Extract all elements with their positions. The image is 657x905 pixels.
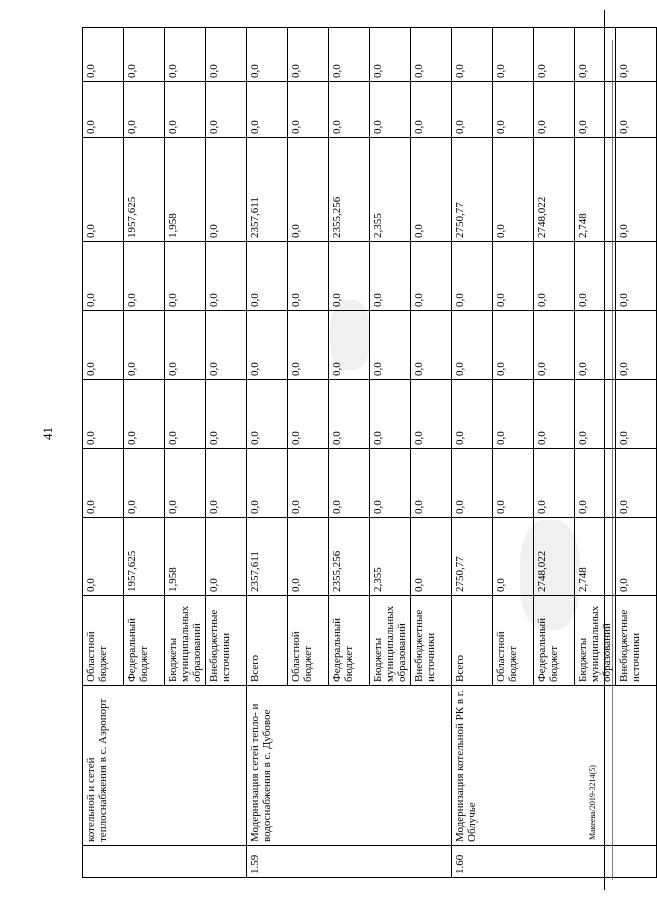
- value-cell: 0,0: [370, 242, 411, 311]
- funding-source: Областной бюджет: [288, 596, 329, 686]
- value-cell: 2,748: [575, 138, 616, 242]
- value-cell: 0,0: [83, 449, 124, 518]
- funding-source: Областной бюджет: [493, 596, 534, 686]
- value-cell: 0,0: [493, 518, 534, 596]
- funding-source: Федеральный бюджет: [534, 596, 575, 686]
- value-cell: 0,0: [616, 380, 657, 449]
- value-cell: 0,0: [83, 380, 124, 449]
- value-cell: 0,0: [534, 449, 575, 518]
- value-cell: 2,748: [575, 518, 616, 596]
- funding-source: Внебюджетные источники: [616, 596, 657, 686]
- value-cell: 0,0: [493, 449, 534, 518]
- value-cell: 0,0: [124, 380, 165, 449]
- value-cell: 0,0: [206, 138, 247, 242]
- value-cell: 0,0: [534, 311, 575, 380]
- value-cell: 2750,77: [452, 138, 493, 242]
- item-number: 1.60: [452, 846, 657, 878]
- value-cell: 0,0: [165, 311, 206, 380]
- value-cell: 0,0: [370, 311, 411, 380]
- value-cell: 0,0: [165, 380, 206, 449]
- value-cell: 2357,611: [247, 518, 288, 596]
- value-cell: 0,0: [616, 28, 657, 82]
- funding-source: Федеральный бюджет: [124, 596, 165, 686]
- value-cell: 2750,77: [452, 518, 493, 596]
- value-cell: 0,0: [493, 242, 534, 311]
- value-cell: 0,0: [452, 242, 493, 311]
- value-cell: 0,0: [411, 380, 452, 449]
- value-cell: 2355,256: [329, 138, 370, 242]
- value-cell: 0,0: [411, 449, 452, 518]
- value-cell: 2748,022: [534, 518, 575, 596]
- value-cell: 0,0: [534, 82, 575, 138]
- value-cell: 0,0: [411, 82, 452, 138]
- value-cell: 0,0: [247, 380, 288, 449]
- value-cell: 0,0: [206, 242, 247, 311]
- value-cell: 0,0: [616, 82, 657, 138]
- table-row: [247, 28, 288, 878]
- value-cell: 0,0: [124, 82, 165, 138]
- value-cell: 0,0: [206, 449, 247, 518]
- value-cell: 0,0: [534, 380, 575, 449]
- value-cell: 1957,625: [124, 518, 165, 596]
- item-name: Модернизация котельной РК в г. Облучье: [452, 686, 657, 846]
- value-cell: 0,0: [370, 82, 411, 138]
- funding-source: Внебюджетные источники: [411, 596, 452, 686]
- value-cell: 0,0: [329, 380, 370, 449]
- value-cell: 0,0: [575, 311, 616, 380]
- value-cell: 0,0: [575, 380, 616, 449]
- value-cell: 0,0: [575, 28, 616, 82]
- value-cell: 0,0: [329, 242, 370, 311]
- value-cell: 0,0: [493, 138, 534, 242]
- funding-source: Всего: [452, 596, 493, 686]
- funding-source: Бюджеты муниципальных образований: [370, 596, 411, 686]
- value-cell: 0,0: [329, 28, 370, 82]
- value-cell: 0,0: [288, 311, 329, 380]
- value-cell: 1957,625: [124, 138, 165, 242]
- value-cell: 0,0: [411, 518, 452, 596]
- document-code: Макеева/2019-3214(5): [588, 765, 597, 840]
- value-cell: 0,0: [288, 518, 329, 596]
- value-cell: 0,0: [616, 242, 657, 311]
- value-cell: 2,355: [370, 138, 411, 242]
- value-cell: 0,0: [124, 311, 165, 380]
- funding-source: Областной бюджет: [83, 596, 124, 686]
- value-cell: 0,0: [83, 242, 124, 311]
- value-cell: 2,355: [370, 518, 411, 596]
- value-cell: 0,0: [452, 449, 493, 518]
- value-cell: 0,0: [370, 28, 411, 82]
- value-cell: 0,0: [575, 82, 616, 138]
- value-cell: 0,0: [616, 449, 657, 518]
- value-cell: 0,0: [247, 311, 288, 380]
- value-cell: 0,0: [452, 82, 493, 138]
- page-number: 41: [40, 427, 55, 440]
- value-cell: 0,0: [247, 82, 288, 138]
- value-cell: 0,0: [288, 380, 329, 449]
- value-cell: 0,0: [493, 311, 534, 380]
- value-cell: 0,0: [206, 28, 247, 82]
- value-cell: 0,0: [83, 28, 124, 82]
- value-cell: 0,0: [124, 449, 165, 518]
- table-row: [83, 28, 124, 878]
- value-cell: 0,0: [370, 380, 411, 449]
- item-name: Модернизация сетей тепло- и водоснабжения в с. Дубовое: [247, 686, 452, 846]
- value-cell: 0,0: [534, 242, 575, 311]
- value-cell: 0,0: [247, 242, 288, 311]
- item-name: котельной и сетей теплоснабжения в с. Аэропорт: [83, 686, 247, 846]
- value-cell: 0,0: [83, 138, 124, 242]
- value-cell: 0,0: [493, 28, 534, 82]
- value-cell: 0,0: [411, 28, 452, 82]
- value-cell: 0,0: [83, 518, 124, 596]
- funding-source: Внебюджетные источники: [206, 596, 247, 686]
- value-cell: 0,0: [288, 242, 329, 311]
- value-cell: 0,0: [288, 82, 329, 138]
- value-cell: 0,0: [206, 518, 247, 596]
- value-cell: 0,0: [83, 82, 124, 138]
- value-cell: 0,0: [206, 82, 247, 138]
- value-cell: 0,0: [83, 311, 124, 380]
- value-cell: 0,0: [247, 449, 288, 518]
- value-cell: 0,0: [288, 138, 329, 242]
- value-cell: 0,0: [288, 449, 329, 518]
- item-number: [83, 846, 247, 878]
- value-cell: 0,0: [534, 28, 575, 82]
- value-cell: 0,0: [247, 28, 288, 82]
- value-cell: 0,0: [165, 242, 206, 311]
- value-cell: 2357,611: [247, 138, 288, 242]
- table-row: [452, 28, 493, 878]
- funding-source: Федеральный бюджет: [329, 596, 370, 686]
- value-cell: 0,0: [288, 28, 329, 82]
- value-cell: 1,958: [165, 138, 206, 242]
- value-cell: 0,0: [411, 242, 452, 311]
- value-cell: 0,0: [616, 138, 657, 242]
- value-cell: 0,0: [206, 311, 247, 380]
- budget-table: [82, 27, 657, 878]
- value-cell: 0,0: [493, 380, 534, 449]
- table-body: [83, 28, 657, 878]
- value-cell: 0,0: [124, 28, 165, 82]
- value-cell: 0,0: [411, 311, 452, 380]
- value-cell: 0,0: [165, 449, 206, 518]
- value-cell: 0,0: [165, 82, 206, 138]
- value-cell: 0,0: [370, 449, 411, 518]
- value-cell: 0,0: [329, 82, 370, 138]
- value-cell: 0,0: [124, 242, 165, 311]
- funding-source: Всего: [247, 596, 288, 686]
- value-cell: 0,0: [452, 28, 493, 82]
- value-cell: 0,0: [329, 449, 370, 518]
- value-cell: 0,0: [493, 82, 534, 138]
- value-cell: 0,0: [452, 311, 493, 380]
- value-cell: 0,0: [206, 380, 247, 449]
- item-number: 1.59: [247, 846, 452, 878]
- value-cell: 0,0: [411, 138, 452, 242]
- value-cell: 0,0: [616, 311, 657, 380]
- value-cell: 0,0: [165, 28, 206, 82]
- value-cell: 0,0: [616, 518, 657, 596]
- value-cell: 0,0: [329, 311, 370, 380]
- value-cell: 0,0: [575, 242, 616, 311]
- value-cell: 0,0: [452, 380, 493, 449]
- value-cell: 1,958: [165, 518, 206, 596]
- funding-source: Бюджеты муниципальных образований: [165, 596, 206, 686]
- value-cell: 2355,256: [329, 518, 370, 596]
- funding-source: Бюджеты муниципальных образований: [575, 596, 616, 686]
- value-cell: 2748,022: [534, 138, 575, 242]
- value-cell: 0,0: [575, 449, 616, 518]
